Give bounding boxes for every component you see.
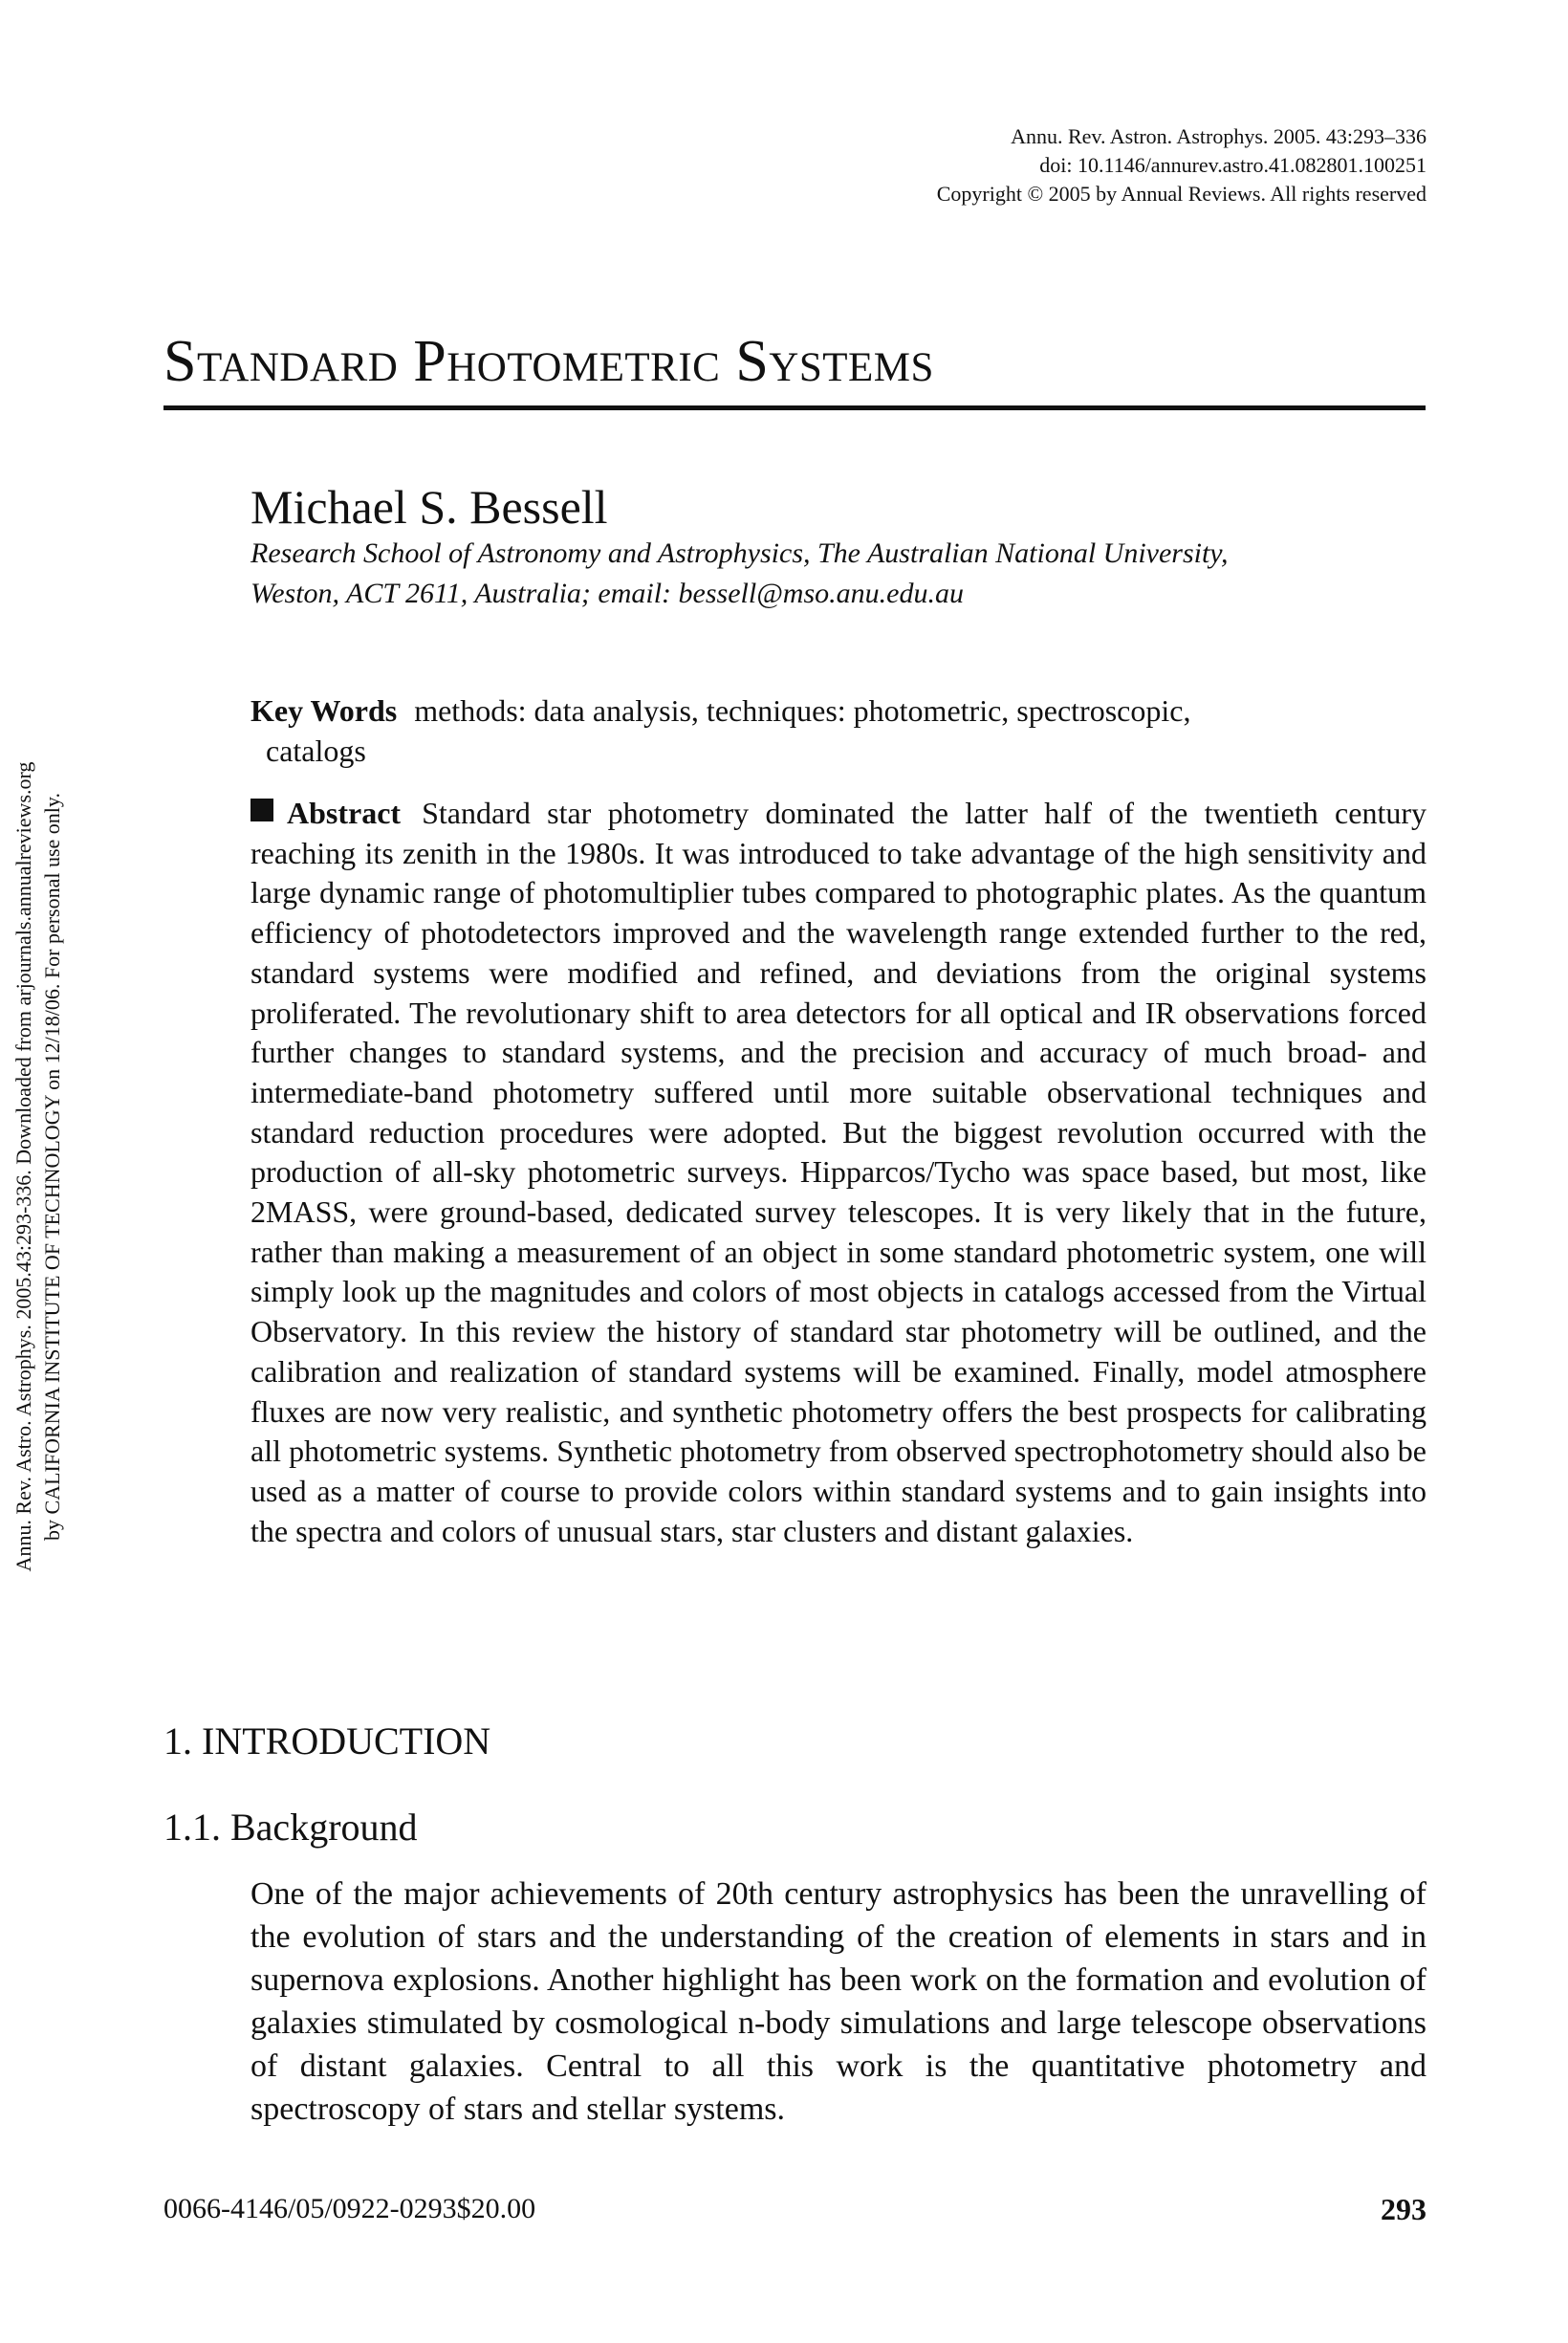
keywords-label: Key Words	[250, 693, 398, 728]
background-paragraph: One of the major achievements of 20th century astrophysics has been the unravelling of the evolution of stars and the understanding of the creation of elements in stars and in supernova explosions. Another highlight has been work on the formation and evolution of galaxies stimulated by cosmological n-body simulations and large telescope observations of distant galaxies. Central to all this work is the quantitative photometry and spectroscopy of stars and stellar systems.	[250, 1876, 1426, 2127]
page-number: 293	[1381, 2192, 1426, 2226]
subsection-heading-background: 1.1. Background	[163, 1806, 418, 1849]
abstract-block	[250, 794, 1426, 1551]
author-affiliation	[250, 534, 1426, 614]
download-watermark	[10, 593, 67, 1741]
copyright: Copyright © 2005 by Annual Reviews. All rights reserved	[936, 182, 1426, 206]
section-heading-introduction: 1. INTRODUCTION	[163, 1719, 491, 1763]
keywords-text-1: methods: data analysis, techniques: photometric, spectroscopic,	[414, 693, 1191, 728]
paper-title: Standard Photometric Systems	[163, 325, 1426, 410]
journal-header	[662, 122, 1426, 208]
abstract-label: Abstract	[287, 796, 402, 830]
author-name: Michael S. Bessell	[250, 480, 608, 534]
keywords-block	[250, 690, 1426, 771]
watermark-line-2: by CALIFORNIA INSTITUTE OF TECHNOLOGY on 12/18/06. For personal use only.	[40, 793, 64, 1541]
affiliation-line-1: Research School of Astronomy and Astrophysics, The Australian National University,	[250, 537, 1229, 569]
square-bullet-icon	[250, 799, 273, 821]
footer-code: 0066-4146/05/0922-0293$20.00	[163, 2193, 536, 2224]
affiliation-line-2: Weston, ACT 2611, Australia; email: bessell@mso.anu.edu.au	[250, 578, 964, 609]
keywords-text-2: catalogs	[266, 734, 366, 768]
abstract-text: Standard star photometry dominated the latter half of the twentieth century reaching its zenith in the 1980s. It was introduced to take advantage of the high sensitivity and large dynamic range of photomultiplier tubes compared to photographic plates. As the quantum efficiency of photodetectors improved and the wavelength range extended further to the red, standard systems were modified and refined, and deviations from the original systems proliferated. The revolutionary shift to area detectors for all optical and IR observations forced further changes to standard systems, and the precision and accuracy of much broad- and intermediate-band photometry suffered until more suitable observational techniques and standard reduction procedures were adopted. But the biggest revolution occurred with the production of all-sky photometric surveys. Hipparcos/Tycho was space based, but most, like 2MASS, were ground-based, dedicated survey telescopes. It is very likely that in the future, rather than making a measurement of an object in some standard photometric system, one will simply look up the magnitudes and colors of most objects in catalogs accessed from the Virtual Observatory. In this review the history of standard star photometry will be outlined, and the calibration and realization of standard systems will be examined. Finally, model atmosphere fluxes are now very realistic, and synthetic photometry offers the best prospects for calibrating all photometric systems. Synthetic photometry from observed spectrophotometry should also be used as a matter of course to provide colors within standard systems and to gain insights into the spectra and colors of unusual stars, star clusters and distant galaxies.	[250, 796, 1426, 1548]
watermark-line-1: Annu. Rev. Astro. Astrophys. 2005.43:293-336. Downloaded from arjournals.annualreviews.org	[11, 761, 35, 1572]
journal-citation: Annu. Rev. Astron. Astrophys. 2005. 43:293–336	[1011, 124, 1426, 148]
doi: doi: 10.1146/annurev.astro.41.082801.100251	[1039, 153, 1426, 177]
